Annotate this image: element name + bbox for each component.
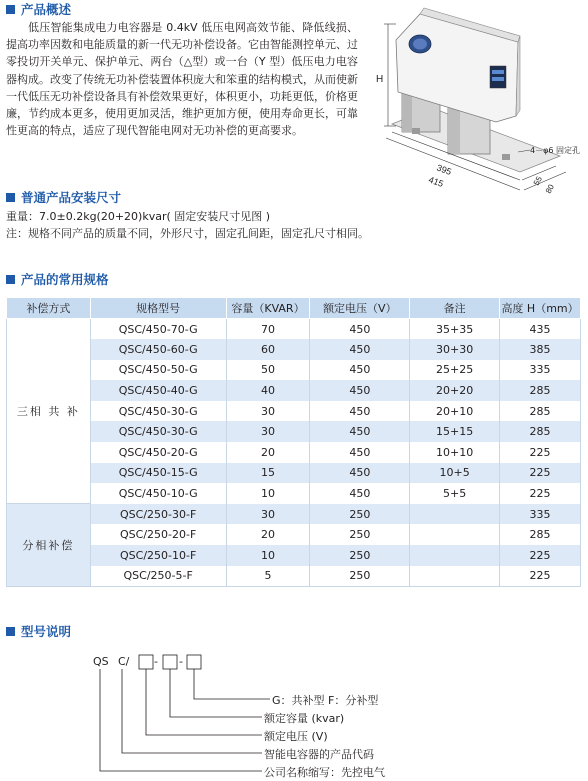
model-title: 型号说明 bbox=[21, 624, 72, 639]
cell-note: 5+5 bbox=[410, 483, 500, 504]
dim-width-inner: 55 bbox=[531, 174, 544, 187]
cell-model: QSC/450-10-G bbox=[90, 483, 226, 504]
cell-height: 285 bbox=[500, 380, 581, 401]
cell-capacity: 5 bbox=[226, 566, 310, 587]
cell-voltage: 250 bbox=[310, 566, 410, 587]
specs-heading bbox=[6, 270, 109, 288]
cell-voltage: 450 bbox=[310, 483, 410, 504]
cell-voltage: 450 bbox=[310, 339, 410, 360]
dim-h-label: H bbox=[376, 74, 384, 85]
cell-model: QSC/450-40-G bbox=[90, 380, 226, 401]
header-capacity: 容量（KVAR） bbox=[226, 298, 310, 319]
specs-table bbox=[6, 297, 581, 587]
cell-model: QSC/450-15-G bbox=[90, 463, 226, 484]
table-row bbox=[7, 504, 581, 525]
cell-model: QSC/250-10-F bbox=[90, 545, 226, 566]
cell-note: 25+25 bbox=[410, 360, 500, 381]
group-split-phase: 分相补偿 bbox=[7, 504, 91, 586]
table-row bbox=[7, 524, 581, 545]
cell-capacity: 10 bbox=[226, 483, 310, 504]
cell-note: 20+20 bbox=[410, 380, 500, 401]
cell-model: QSC/250-5-F bbox=[90, 566, 226, 587]
cell-capacity: 30 bbox=[226, 504, 310, 525]
cell-model: QSC/450-60-G bbox=[90, 339, 226, 360]
code-dash: - bbox=[179, 655, 183, 668]
cell-model: QSC/250-20-F bbox=[90, 524, 226, 545]
cell-capacity: 10 bbox=[226, 545, 310, 566]
cell-model: QSC/450-30-G bbox=[90, 421, 226, 442]
cell-capacity: 70 bbox=[226, 319, 310, 340]
model-line-capacity: 额定容量 (kvar) bbox=[264, 712, 345, 725]
table-header-row bbox=[7, 298, 581, 319]
cell-model: QSC/450-70-G bbox=[90, 319, 226, 340]
cell-voltage: 450 bbox=[310, 421, 410, 442]
cell-capacity: 15 bbox=[226, 463, 310, 484]
section-bullet-icon bbox=[6, 5, 15, 14]
table-row bbox=[7, 442, 581, 463]
installation-title: 普通产品安装尺寸 bbox=[21, 190, 122, 205]
model-diagram bbox=[0, 640, 588, 781]
code-qs: QS bbox=[93, 655, 109, 668]
model-heading bbox=[6, 622, 71, 640]
model-line-type: G：共补型 F：分补型 bbox=[272, 694, 379, 707]
cell-height: 285 bbox=[500, 421, 581, 442]
cell-voltage: 250 bbox=[310, 504, 410, 525]
header-model: 规格型号 bbox=[90, 298, 226, 319]
cell-note: 20+10 bbox=[410, 401, 500, 422]
group-three-phase: 三相 共 补 bbox=[7, 319, 91, 504]
overview-title: 产品概述 bbox=[21, 2, 72, 17]
cell-height: 385 bbox=[500, 339, 581, 360]
table-row bbox=[7, 380, 581, 401]
table-row bbox=[7, 339, 581, 360]
cell-capacity: 40 bbox=[226, 380, 310, 401]
cell-note bbox=[410, 504, 500, 525]
table-row bbox=[7, 483, 581, 504]
cell-voltage: 450 bbox=[310, 319, 410, 340]
section-bullet-icon bbox=[6, 627, 15, 636]
dim-length-inner: 395 bbox=[435, 162, 453, 178]
cell-height: 435 bbox=[500, 319, 581, 340]
dim-width-outer: 80 bbox=[543, 182, 556, 195]
cell-voltage: 450 bbox=[310, 463, 410, 484]
model-line-company: 公司名称缩写：先控电气 bbox=[264, 766, 385, 779]
installation-note: 注：规格不同产品的质量不同，外形尺寸，固定孔间距，固定孔尺寸相同。 bbox=[6, 226, 369, 240]
section-bullet-icon bbox=[6, 193, 15, 202]
dim-length-outer: 415 bbox=[427, 174, 445, 190]
section-bullet-icon bbox=[6, 275, 15, 284]
cell-note bbox=[410, 524, 500, 545]
cell-height: 285 bbox=[500, 524, 581, 545]
table-row bbox=[7, 401, 581, 422]
cell-voltage: 450 bbox=[310, 442, 410, 463]
cell-height: 335 bbox=[500, 504, 581, 525]
cell-model: QSC/250-30-F bbox=[90, 504, 226, 525]
table-row bbox=[7, 421, 581, 442]
model-line-product-code: 智能电容器的产品代码 bbox=[264, 748, 374, 761]
cell-note: 10+10 bbox=[410, 442, 500, 463]
cell-note: 30+30 bbox=[410, 339, 500, 360]
cell-capacity: 30 bbox=[226, 421, 310, 442]
cell-note: 15+15 bbox=[410, 421, 500, 442]
cell-capacity: 60 bbox=[226, 339, 310, 360]
cell-height: 225 bbox=[500, 483, 581, 504]
table-row bbox=[7, 319, 581, 340]
cell-height: 225 bbox=[500, 545, 581, 566]
cell-note: 35+35 bbox=[410, 319, 500, 340]
cell-note bbox=[410, 545, 500, 566]
overview-heading bbox=[6, 0, 71, 18]
header-voltage: 额定电压（V） bbox=[310, 298, 410, 319]
cell-voltage: 250 bbox=[310, 545, 410, 566]
cell-capacity: 20 bbox=[226, 524, 310, 545]
table-row bbox=[7, 566, 581, 587]
cell-note bbox=[410, 566, 500, 587]
installation-weight: 重量：7.0±0.2kg(20+20)kvar( 固定安装尺寸见图 ) bbox=[6, 210, 271, 223]
header-compensation: 补偿方式 bbox=[7, 298, 91, 319]
table-row bbox=[7, 360, 581, 381]
specs-title: 产品的常用规格 bbox=[21, 272, 109, 287]
cell-model: QSC/450-30-G bbox=[90, 401, 226, 422]
installation-text bbox=[6, 209, 369, 242]
header-note: 备注 bbox=[410, 298, 500, 319]
cell-model: QSC/450-50-G bbox=[90, 360, 226, 381]
cell-capacity: 20 bbox=[226, 442, 310, 463]
code-c: C/ bbox=[118, 655, 130, 668]
cell-voltage: 250 bbox=[310, 524, 410, 545]
cell-height: 225 bbox=[500, 442, 581, 463]
cell-height: 225 bbox=[500, 566, 581, 587]
code-dash: - bbox=[154, 655, 158, 668]
cell-voltage: 450 bbox=[310, 360, 410, 381]
cell-height: 225 bbox=[500, 463, 581, 484]
overview-paragraph: 低压智能集成电力电容器是 0.4kV 低压电网高效节能、降低线损、提高功率因数和电能质量的新一代无功补偿设备。它由智能测控单元、过零投切开关单元、保护单元、两台（△型）或一台（Y 型）低压电力电容器构成。改变了传统无功补偿装置体积庞大和笨重的结构模式，从而使新一代低压无功补偿设备具有补偿效果更好，体积更小，功耗更低，价格更廉，节约成本更多，使用更加灵活，维护更加方便，使用寿命更长，可靠性更高的特点，适应了现代智能电网对无功补偿的更高要求。 bbox=[6, 21, 358, 138]
cell-capacity: 50 bbox=[226, 360, 310, 381]
product-image bbox=[370, 4, 584, 204]
fixing-hole-label: 4－φ6 固定孔 bbox=[530, 146, 580, 155]
cell-voltage: 450 bbox=[310, 401, 410, 422]
overview-text bbox=[6, 19, 358, 139]
cell-model: QSC/450-20-G bbox=[90, 442, 226, 463]
cell-note: 10+5 bbox=[410, 463, 500, 484]
header-height: 高度 H（mm） bbox=[500, 298, 581, 319]
table-row bbox=[7, 463, 581, 484]
cell-height: 285 bbox=[500, 401, 581, 422]
cell-capacity: 30 bbox=[226, 401, 310, 422]
installation-heading bbox=[6, 188, 121, 206]
cell-voltage: 450 bbox=[310, 380, 410, 401]
cell-height: 335 bbox=[500, 360, 581, 381]
model-line-voltage: 额定电压 (V) bbox=[264, 730, 328, 743]
table-row bbox=[7, 545, 581, 566]
